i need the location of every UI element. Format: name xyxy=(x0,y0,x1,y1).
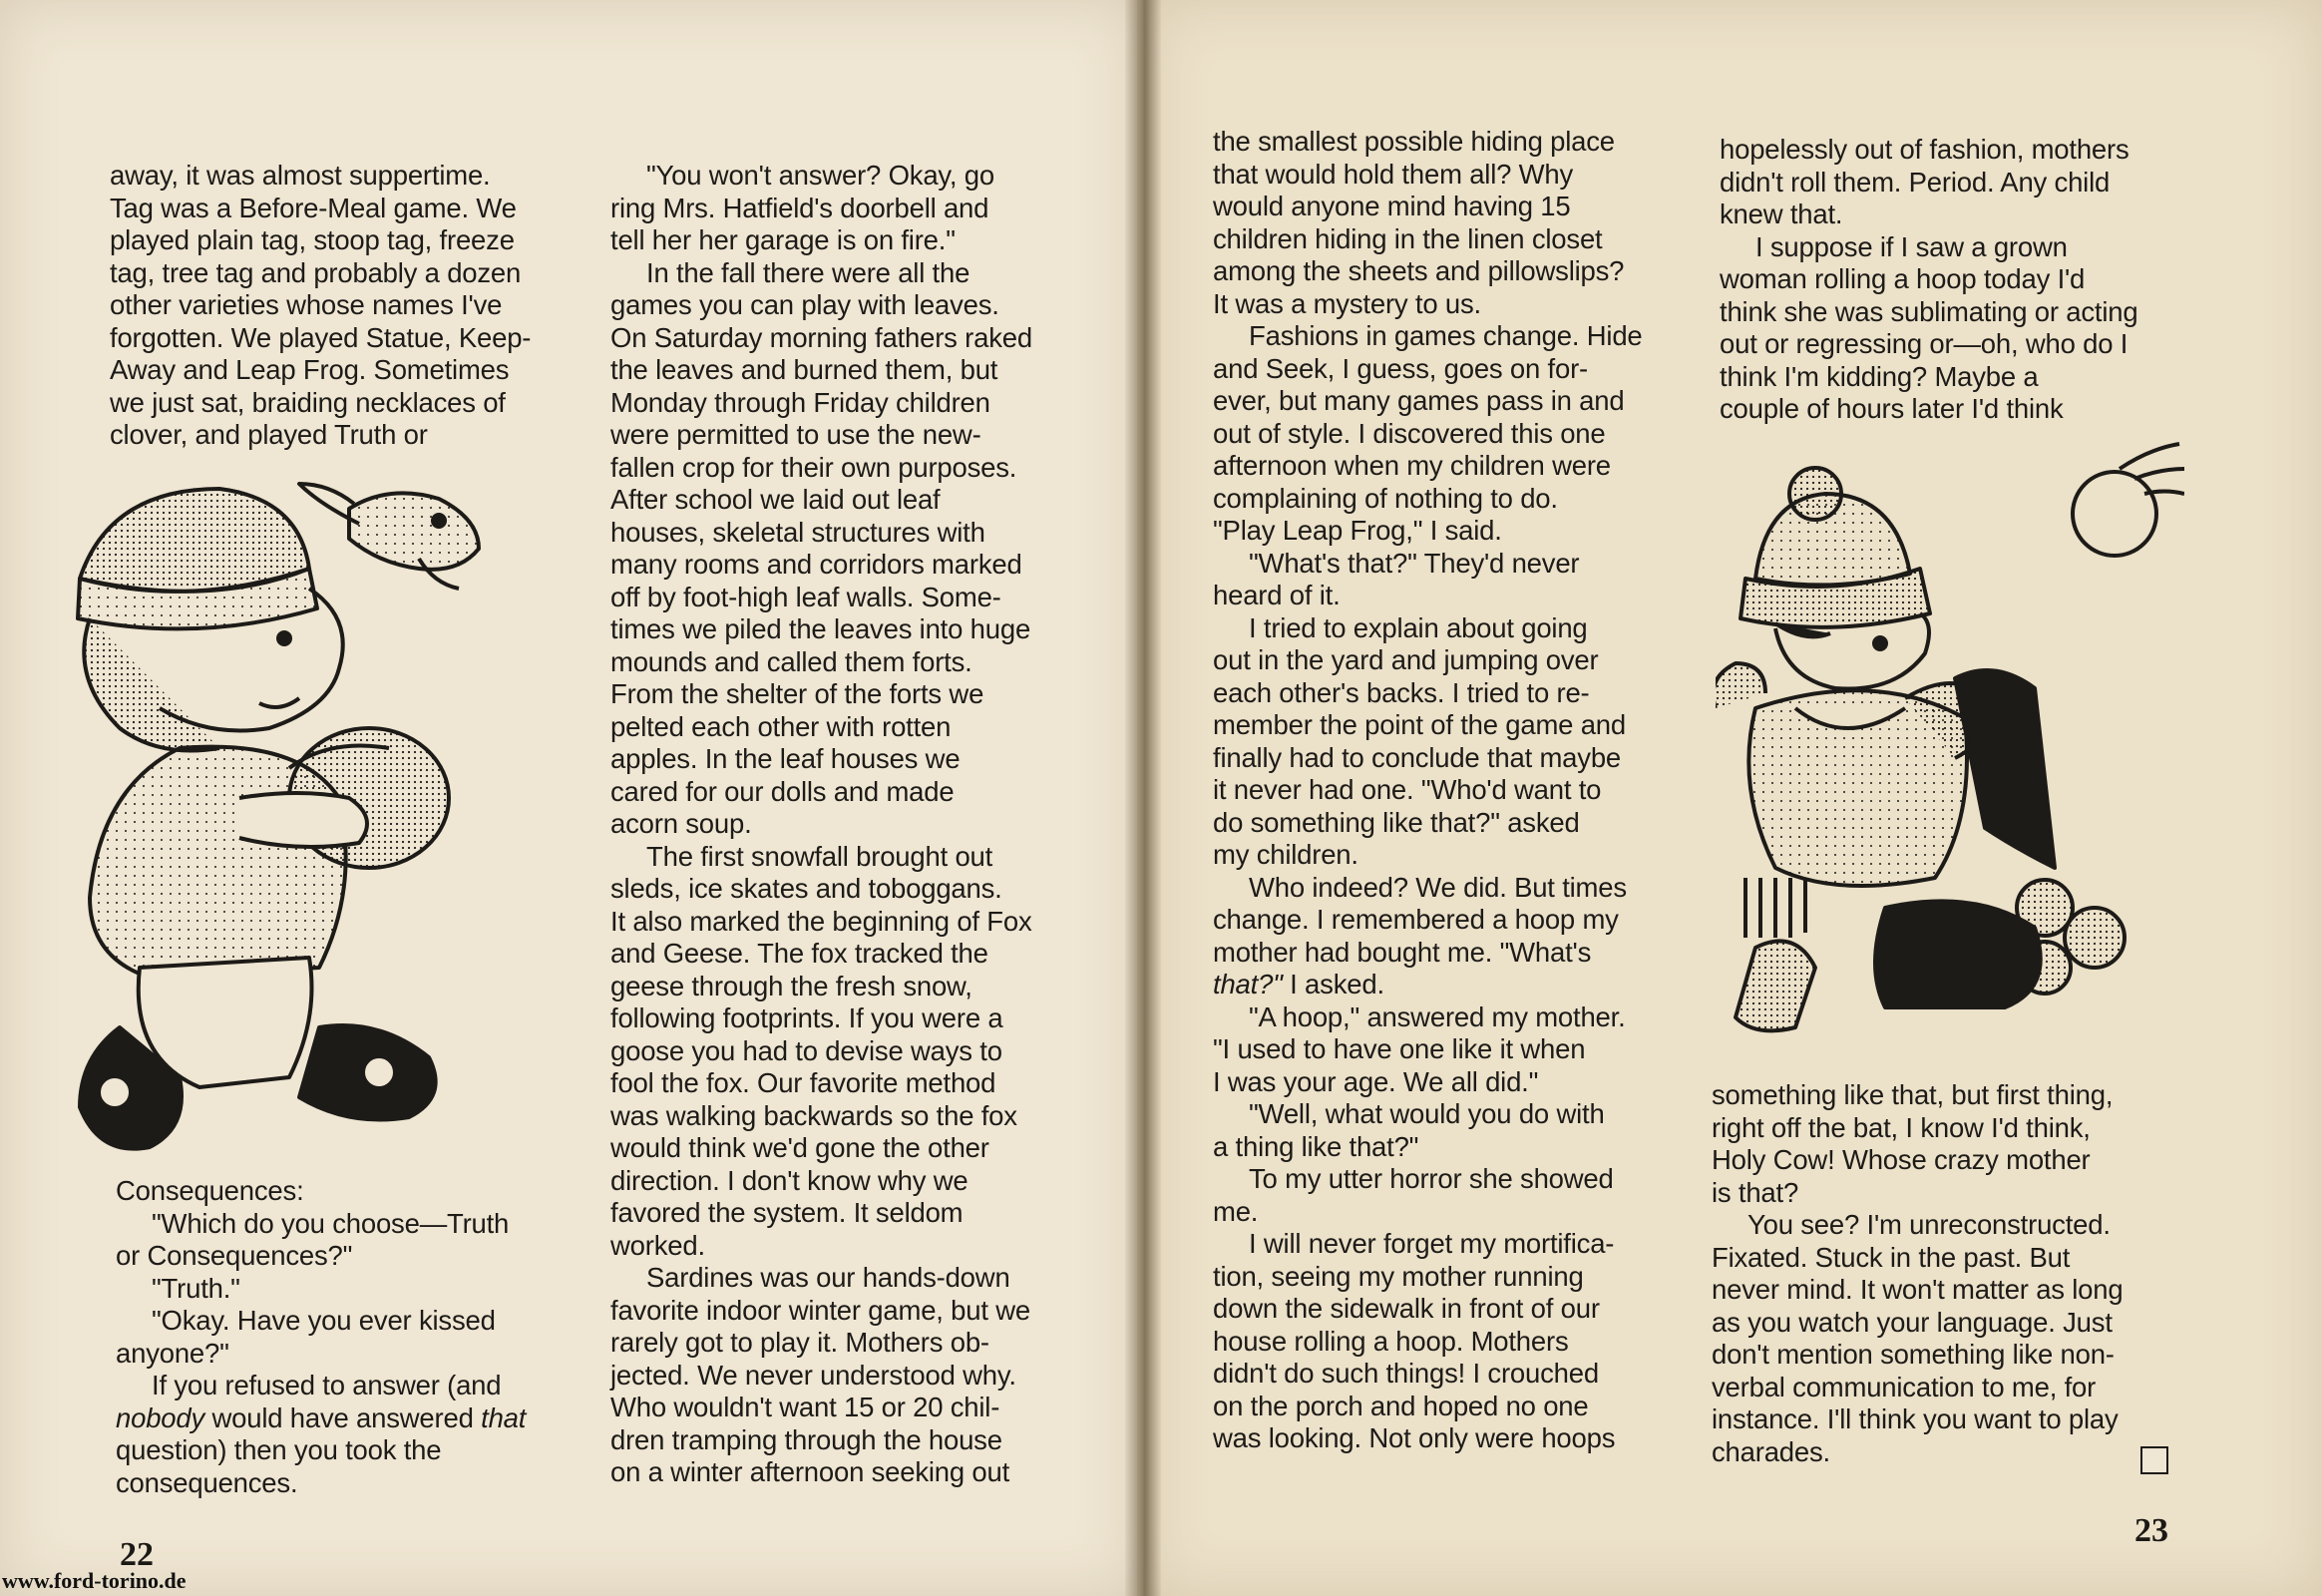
child-throwing-snowball-illustration xyxy=(1716,439,2184,1057)
text-line: ever, but many games pass in and xyxy=(1213,385,1625,416)
text-line: as you watch your language. Just xyxy=(1712,1306,2113,1338)
left-column-1-bottom xyxy=(116,1175,584,1499)
text-line: verbal communication to me, for xyxy=(1712,1371,2097,1402)
text-line: "You won't answer? Okay, go xyxy=(646,160,994,191)
text-line: didn't roll them. Period. Any child xyxy=(1720,166,2111,198)
text-line: favorite indoor winter game, but we xyxy=(610,1294,1030,1326)
text-line: do something like that?" asked xyxy=(1213,806,1580,838)
text-line: other varieties whose names I've xyxy=(110,289,503,320)
text-line: a thing like that?" xyxy=(1213,1130,1419,1162)
text-line: houses, skeletal structures with xyxy=(610,516,985,548)
text-line: From the shelter of the forts we xyxy=(610,678,984,709)
text-line: complaining of nothing to do. xyxy=(1213,482,1558,514)
text-line: I tried to explain about going xyxy=(1249,611,1588,643)
text-line: following footprints. If you were a xyxy=(610,1002,1003,1033)
end-of-article-square-icon xyxy=(2140,1446,2168,1474)
text-line: hopelessly out of fashion, mothers xyxy=(1720,134,2129,165)
text-line: right off the bat, I know I'd think, xyxy=(1712,1111,2091,1143)
text-line: instance. I'll think you want to play xyxy=(1712,1403,2119,1434)
text-line: it never had one. "Who'd want to xyxy=(1213,774,1602,805)
text-line: dren tramping through the house xyxy=(610,1423,1002,1455)
text-line: change. I remembered a hoop my xyxy=(1213,904,1619,935)
text-line: out or regressing or—oh, who do I xyxy=(1720,328,2128,359)
text-line: If you refused to answer (and xyxy=(152,1370,502,1400)
text-line xyxy=(1213,969,1712,1001)
text-span: would have answered xyxy=(204,1401,482,1433)
text-line: jected. We never understood why. xyxy=(610,1359,1016,1391)
text-line: Holy Cow! Whose crazy mother xyxy=(1712,1144,2091,1175)
text-line: among the sheets and pillowslips? xyxy=(1213,255,1625,286)
text-line: is that? xyxy=(1712,1176,1799,1208)
text-line: me. xyxy=(1213,1195,1259,1227)
text-line: never mind. It won't matter as long xyxy=(1712,1274,2124,1305)
text-line: mother had bought me. "What's xyxy=(1213,936,1592,968)
text-line: Who indeed? We did. But times xyxy=(1249,871,1627,903)
left-column-1-top xyxy=(110,160,569,452)
text-line: cared for our dolls and made xyxy=(610,775,955,807)
text-line: "Okay. Have you ever kissed xyxy=(152,1305,496,1336)
text-line: "Truth." xyxy=(152,1272,240,1304)
text-line: away, it was almost suppertime. xyxy=(110,160,491,191)
text-line: Fashions in games change. Hide xyxy=(1249,320,1643,351)
text-line: "What's that?" They'd never xyxy=(1249,547,1580,579)
text-line: the leaves and burned them, but xyxy=(610,354,998,385)
text-line: out in the yard and jumping over xyxy=(1213,644,1599,675)
text-line: and Geese. The fox tracked the xyxy=(610,938,988,969)
text-line: worked. xyxy=(610,1229,705,1261)
text-line xyxy=(116,1402,584,1435)
text-line: sleds, ice skates and toboggans. xyxy=(610,873,1002,904)
text-span: I asked. xyxy=(1282,969,1384,999)
text-line: would think we'd gone the other xyxy=(610,1132,989,1163)
text-line: On Saturday morning fathers raked xyxy=(610,321,1032,353)
text-line: apples. In the leaf houses we xyxy=(610,743,961,774)
text-line: and Seek, I guess, goes on for- xyxy=(1213,352,1588,384)
text-line: couple of hours later I'd think xyxy=(1720,393,2064,424)
text-line: my children. xyxy=(1213,839,1358,870)
text-line: tell her her garage is on fire." xyxy=(610,224,956,255)
text-line: It also marked the beginning of Fox xyxy=(610,905,1032,937)
text-line: Fixated. Stuck in the past. But xyxy=(1712,1241,2071,1273)
right-column-2-bottom xyxy=(1712,1079,2190,1468)
right-column-2-top xyxy=(1720,134,2188,426)
text-line: think I'm kidding? Maybe a xyxy=(1720,360,2039,392)
text-line: goose you had to devise ways to xyxy=(610,1034,1002,1066)
text-line: on the porch and hoped no one xyxy=(1213,1390,1589,1421)
text-line: Sardines was our hands-down xyxy=(646,1262,1010,1293)
italic-word: nobody xyxy=(116,1401,205,1433)
text-line: fallen crop for their own purposes. xyxy=(610,451,1017,483)
text-line: we just sat, braiding necklaces of xyxy=(110,386,506,418)
text-line: ring Mrs. Hatfield's doorbell and xyxy=(610,192,989,223)
italic-word: that xyxy=(481,1401,527,1433)
text-line: times we piled the leaves into huge xyxy=(610,613,1031,644)
text-line: games you can play with leaves. xyxy=(610,289,999,320)
text-line: "Well, what would you do with xyxy=(1249,1098,1605,1129)
page-number-left: 22 xyxy=(120,1536,154,1573)
text-line: Monday through Friday children xyxy=(610,386,990,418)
page-number-right: 23 xyxy=(2134,1512,2168,1549)
text-line: down the sidewalk in front of our xyxy=(1213,1293,1600,1324)
text-line: anyone?" xyxy=(116,1337,229,1369)
text-line: tag, tree tag and probably a dozen xyxy=(110,256,522,288)
text-line: pelted each other with rotten xyxy=(610,710,952,742)
boy-with-ball-and-bird-illustration xyxy=(60,469,579,1167)
text-line: rarely got to play it. Mothers ob- xyxy=(610,1327,989,1358)
text-line: out of style. I discovered this one xyxy=(1213,417,1606,449)
text-line: tion, seeing my mother running xyxy=(1213,1260,1584,1292)
text-line: Away and Leap Frog. Sometimes xyxy=(110,354,510,385)
right-column-1 xyxy=(1213,126,1712,1455)
text-line: Who wouldn't want 15 or 20 chil- xyxy=(610,1392,1000,1422)
text-line: You see? I'm unreconstructed. xyxy=(1747,1209,2111,1240)
text-line: forgotten. We played Statue, Keep- xyxy=(110,321,532,353)
text-line: I will never forget my mortifica- xyxy=(1249,1228,1615,1259)
text-line: question) then you took the xyxy=(116,1434,442,1465)
text-line: Consequences: xyxy=(116,1175,304,1206)
text-line: It was a mystery to us. xyxy=(1213,287,1481,319)
text-line: played plain tag, stoop tag, freeze xyxy=(110,224,515,255)
text-line: heard of it. xyxy=(1213,580,1341,610)
text-line: "A hoop," answered my mother. xyxy=(1249,1000,1626,1032)
text-line: or Consequences?" xyxy=(116,1240,353,1271)
text-line: something like that, but first thing, xyxy=(1712,1079,2114,1110)
text-line: mounds and called them forts. xyxy=(610,645,972,677)
text-line: house rolling a hoop. Mothers xyxy=(1213,1325,1569,1357)
text-line: knew that. xyxy=(1720,199,1843,229)
text-line: To my utter horror she showed xyxy=(1249,1163,1614,1194)
text-line: Tag was a Before-Meal game. We xyxy=(110,192,517,223)
text-line: would anyone mind having 15 xyxy=(1213,191,1571,221)
text-line: "I used to have one like it when xyxy=(1213,1033,1586,1064)
text-line: each other's backs. I tried to re- xyxy=(1213,676,1590,708)
watermark-url: www.ford-torino.de xyxy=(2,1568,187,1593)
text-line: geese through the fresh snow, xyxy=(610,970,972,1001)
text-line: The first snowfall brought out xyxy=(646,840,993,872)
text-line: "Play Leap Frog," I said. xyxy=(1213,515,1502,546)
text-line: were permitted to use the new- xyxy=(610,419,981,450)
text-line: member the point of the game and xyxy=(1213,709,1626,740)
text-line: the smallest possible hiding place xyxy=(1213,126,1615,157)
text-line: favored the system. It seldom xyxy=(610,1197,964,1228)
book-gutter xyxy=(1125,0,1161,1596)
text-line: I suppose if I saw a grown xyxy=(1755,230,2068,262)
text-line: many rooms and corridors marked xyxy=(610,549,1022,580)
text-line: finally had to conclude that maybe xyxy=(1213,741,1622,773)
text-line: off by foot-high leaf walls. Some- xyxy=(610,581,1001,612)
text-line: think she was sublimating or acting xyxy=(1720,295,2138,327)
text-line: After school we laid out leaf xyxy=(610,484,941,515)
text-line: that would hold them all? Why xyxy=(1213,158,1574,190)
text-line: I was your age. We all did." xyxy=(1213,1065,1539,1097)
text-line: acorn soup. xyxy=(610,808,752,839)
text-line: on a winter afternoon seeking out xyxy=(610,1456,1010,1487)
text-line: consequences. xyxy=(116,1466,298,1498)
text-line: don't mention something like non- xyxy=(1712,1339,2115,1370)
text-line: was walking backwards so the fox xyxy=(610,1099,1017,1131)
left-column-2 xyxy=(610,160,1089,1489)
text-line: didn't do such things! I crouched xyxy=(1213,1358,1599,1389)
text-line: was looking. Not only were hoops xyxy=(1213,1422,1616,1453)
text-line: fool the fox. Our favorite method xyxy=(610,1067,996,1098)
text-line: afternoon when my children were xyxy=(1213,450,1611,481)
text-line: In the fall there were all the xyxy=(646,256,970,288)
text-line: clover, and played Truth or xyxy=(110,419,428,450)
italic-word: that?" xyxy=(1213,969,1283,999)
text-line: children hiding in the linen closet xyxy=(1213,222,1603,254)
text-line: charades. xyxy=(1712,1435,1830,1467)
text-line: "Which do you choose—Truth xyxy=(152,1207,510,1239)
text-line: woman rolling a hoop today I'd xyxy=(1720,263,2086,294)
text-line: direction. I don't know why we xyxy=(610,1164,968,1196)
